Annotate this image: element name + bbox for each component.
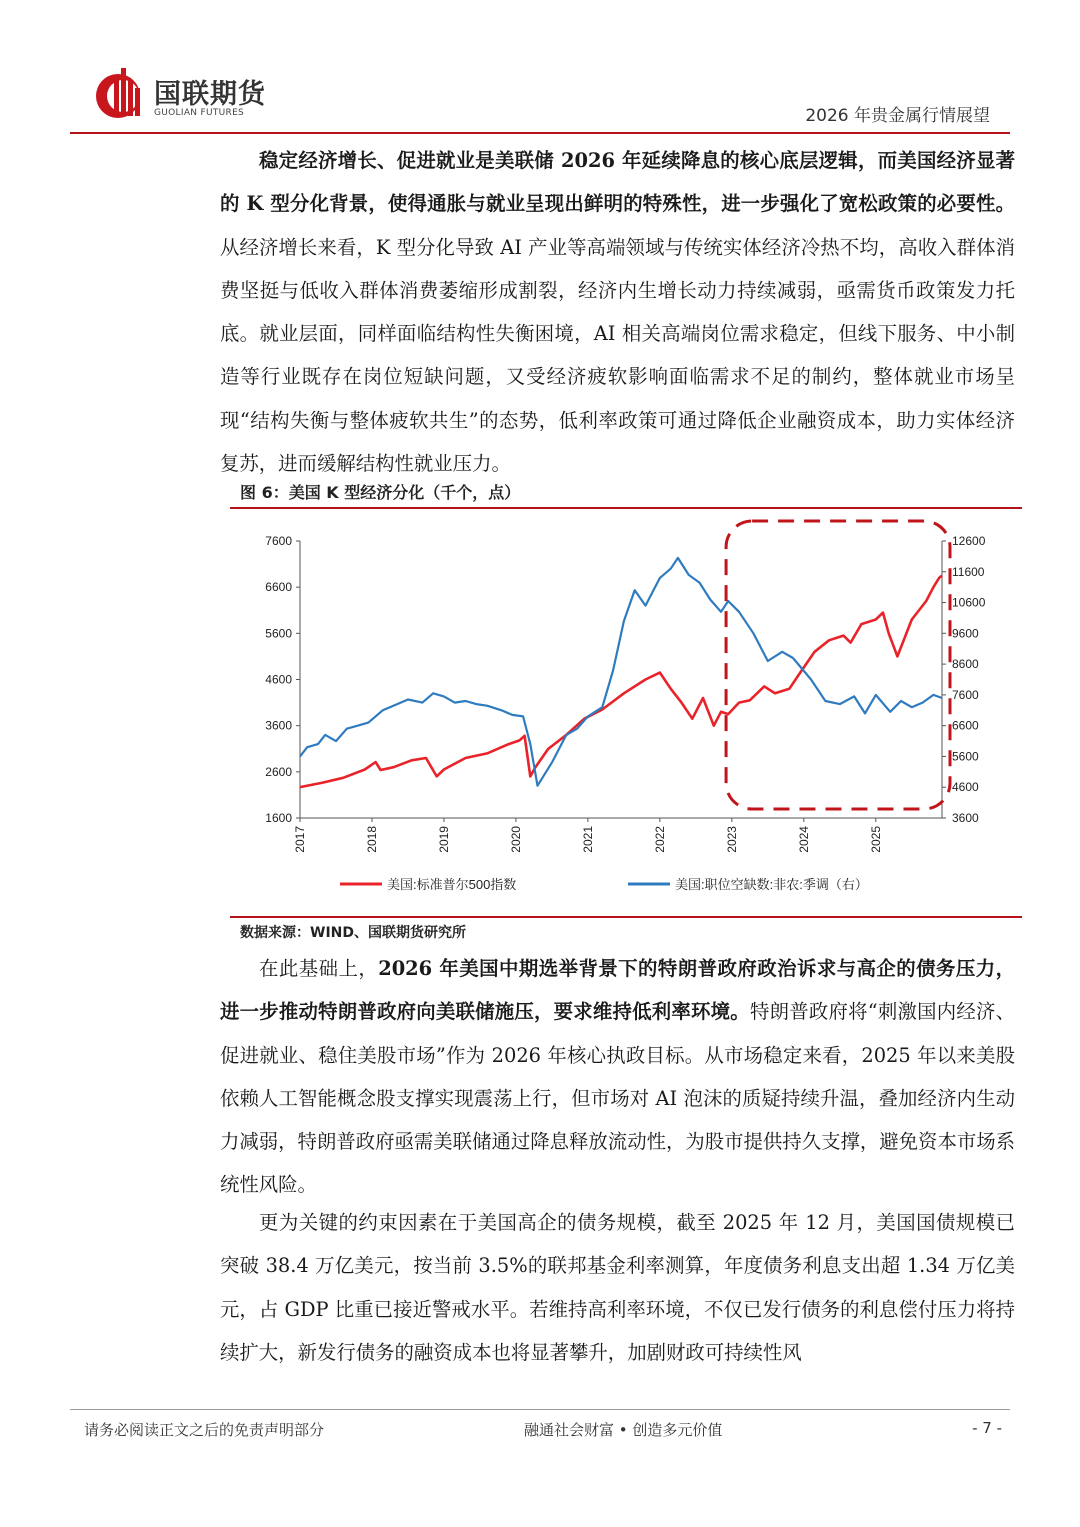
x-tick-label: 2019 bbox=[436, 826, 451, 853]
highlight-box bbox=[726, 521, 950, 809]
left-tick-label: 3600 bbox=[265, 718, 292, 733]
right-tick-label: 4600 bbox=[952, 780, 979, 795]
legend-label-job-openings: 美国:职位空缺数:非农:季调（右） bbox=[675, 877, 868, 892]
paragraph-3: 更为关键的约束因素在于美国高企的债务规模，截至 2025 年 12 月，美国国债规模已突破 38.4 万亿美元，按当前 3.5%的联邦基金利率测算，年度债务利息支出超 1.34 万亿美元，占 GDP 比重已接近警戒水平。若维持高利率环境，不仅已发行债务的利息偿付压力将持续扩大，新发行债务的融资成本也将显著攀升，加剧财政可持续性风 bbox=[220, 1211, 1015, 1364]
page-number: - 7 - bbox=[972, 1419, 1002, 1437]
x-tick-label: 2020 bbox=[508, 826, 523, 853]
x-tick-label: 2024 bbox=[796, 826, 811, 853]
paragraph-1 bbox=[220, 139, 1015, 485]
x-tick-label: 2022 bbox=[652, 826, 667, 853]
left-tick-label: 2600 bbox=[265, 764, 292, 779]
right-tick-label: 6600 bbox=[952, 718, 979, 733]
logo-subtitle: GUOLIAN FUTURES bbox=[154, 108, 245, 118]
paragraph-2-lead: 在此基础上， bbox=[259, 957, 379, 980]
header-divider bbox=[70, 132, 1010, 134]
x-tick-label: 2021 bbox=[580, 826, 595, 853]
logo-emblem-icon bbox=[92, 66, 150, 124]
left-tick-label: 7600 bbox=[265, 534, 292, 548]
figure-bottom-rule bbox=[230, 916, 1022, 918]
brand-logo bbox=[92, 66, 292, 126]
report-title: 2026 年贵金属行情展望 bbox=[805, 106, 990, 126]
figure-top-rule bbox=[230, 507, 1022, 509]
x-tick-label: 2025 bbox=[868, 826, 883, 853]
left-tick-label: 4600 bbox=[265, 672, 292, 687]
figure-title: 图 6：美国 K 型经济分化（千个，点） bbox=[240, 483, 521, 502]
right-tick-label: 3600 bbox=[952, 811, 979, 825]
legend-label-sp500: 美国:标准普尔500指数 bbox=[387, 877, 517, 892]
paragraph-2-text: 特朗普政府将“刺激国内经济、促进就业、稳住美股市场”作为 2026 年核心执政目标。从市场稳定来看，2025 年以来美股依赖人工智能概念股支撑实现震荡上行，但市场对 AI 泡沫的质疑持续升温，叠加经济内生动力减弱，特朗普政府亟需美联储通过降息释放流动性，为股市提供持久支撑，避免资本市场系统性风险。 bbox=[220, 1000, 1016, 1197]
figure-source: 数据来源：WIND、国联期货研究所 bbox=[240, 925, 466, 941]
left-tick-label: 6600 bbox=[265, 580, 292, 595]
right-tick-label: 12600 bbox=[952, 534, 986, 548]
left-tick-label: 5600 bbox=[265, 626, 292, 641]
right-tick-label: 7600 bbox=[952, 687, 979, 702]
k-shape-chart bbox=[230, 512, 1030, 912]
paragraph-2 bbox=[220, 947, 1015, 1207]
paragraph-2-bold: 2026 年美国中期选举背景下的特朗普政府政治诉求与高企的债务压力，进一步推动特朗普政府向美联储施压，要求维持低利率环境。 bbox=[220, 957, 1016, 1024]
paragraph-1-bold: 稳定经济增长、促进就业是美联储 2026 年延续降息的核心底层逻辑，而美国经济显著的 K 型分化背景，使得通胀与就业呈现出鲜明的特殊性，进一步强化了宽松政策的必要性。 bbox=[220, 149, 1015, 216]
left-tick-label: 1600 bbox=[265, 811, 292, 825]
sp500-series-line bbox=[300, 576, 942, 788]
right-tick-label: 11600 bbox=[952, 564, 985, 579]
right-tick-label: 10600 bbox=[952, 595, 986, 610]
footer-divider bbox=[70, 1409, 1010, 1410]
logo-name: 国联期货 bbox=[154, 79, 266, 110]
footer-slogan: 融通社会财富 • 创造多元价值 bbox=[524, 1421, 723, 1439]
job-openings-series-line bbox=[300, 558, 942, 786]
x-tick-label: 2023 bbox=[724, 826, 739, 853]
paragraph-1-text: 从经济增长来看，K 型分化导致 AI 产业等高端领域与传统实体经济冷热不均，高收入群体消费坚挺与低收入群体消费萎缩形成割裂，经济内生增长动力持续减弱，亟需货币政策发力托底。就业层面，同样面临结构性失衡困境，AI 相关高端岗位需求稳定，但线下服务、中小制造等行业既存在岗位短缺问题，又受经济疲软影响面临需求不足的制约，整体就业市场呈现“结构失衡与整体疲软共生”的态势，低利率政策可通过降低企业融资成本，助力实体经济复苏，进而缓解结构性就业压力。 bbox=[220, 235, 1015, 476]
x-tick-label: 2017 bbox=[293, 826, 307, 853]
footer-disclaimer: 请务必阅读正文之后的免责声明部分 bbox=[84, 1421, 325, 1439]
right-tick-label: 5600 bbox=[952, 749, 979, 764]
x-tick-label: 2018 bbox=[364, 826, 379, 853]
right-tick-label: 9600 bbox=[952, 626, 979, 641]
right-tick-label: 8600 bbox=[952, 657, 979, 672]
